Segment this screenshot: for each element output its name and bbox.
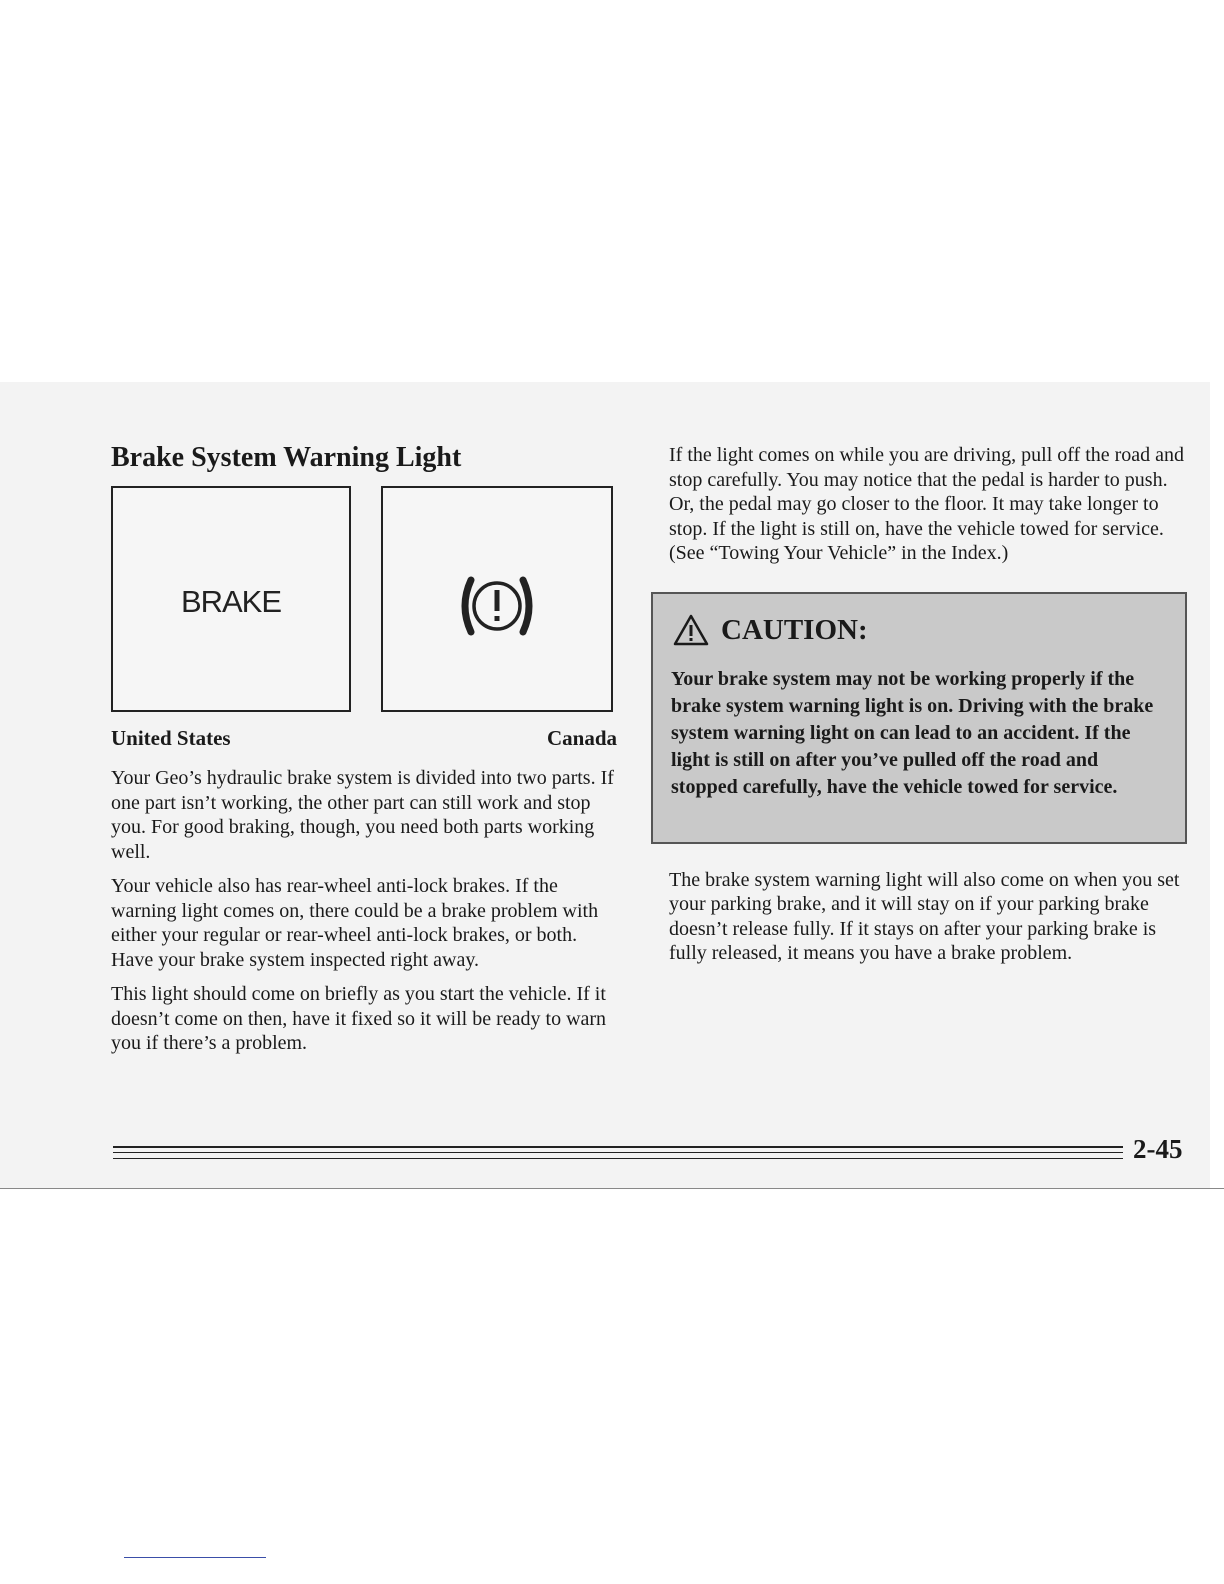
caution-box: [651, 592, 1187, 844]
caution-heading: [673, 614, 868, 647]
canada-caption: Canada: [546, 726, 617, 750]
canada-indicator-box: [381, 486, 613, 712]
footer-rule-top: [113, 1146, 1123, 1148]
page-edge-rule: [0, 1188, 1224, 1189]
us-caption: United States: [111, 726, 231, 750]
left-column: [111, 440, 621, 1066]
footer-rule-middle: [113, 1152, 1123, 1153]
indicator-figures: [111, 486, 621, 716]
warning-triangle-icon: [673, 614, 709, 646]
right-column: [669, 443, 1189, 976]
brake-exclamation-circle-icon: [447, 566, 547, 646]
page-number: 2-45: [1133, 1134, 1183, 1164]
paragraph-hydraulic-system: Your Geo’s hydraulic brake system is divided into two parts. If one part isn’t working, the other part can still work and stop you. For good braking, though, you need both parts working well.: [111, 767, 614, 863]
us-indicator-box: [111, 486, 351, 712]
bottom-mark-line: [124, 1557, 266, 1558]
caution-title: CAUTION:: [721, 613, 868, 646]
paragraph-light-check: This light should come on briefly as you start the vehicle. If it doesn’t come on then, have it fixed so it will be ready to warn you if there’s a problem.: [111, 983, 607, 1054]
paragraph-anti-lock-brakes: Your vehicle also has rear-wheel anti-lock brakes. If the warning light comes on, there could be a brake problem with either your regular or rear-wheel anti-lock brakes, or both. Have your brake system inspected right away.: [111, 875, 599, 971]
indicator-captions: [111, 726, 621, 766]
caution-text: Your brake system may not be working properly if the brake system warning light is on. Driving with the brake system warning light on can lead to an accident. If the light is still on after you’ve pulled off the road and stopped carefully, have the vehicle towed for service.: [671, 667, 1154, 798]
footer-rule-bottom: [113, 1158, 1123, 1159]
paragraph-light-while-driving: If the light comes on while you are driving, pull off the road and stop carefully. You may notice that the pedal is harder to push. Or, the pedal may go closer to the floor. It may take longer to stop. If the light is still on, have the vehicle towed for service. (See “Towing Your Vehicle” in the Index.): [669, 444, 1185, 564]
section-title: Brake System Warning Light: [111, 442, 462, 473]
brake-indicator-text: BRAKE: [180, 584, 282, 619]
paragraph-parking-brake: The brake system warning light will also come on when you set your parking brake, and it will stay on if your parking brake doesn’t release fully. If it stays on after your parking brake is fully released, it means you have a brake problem.: [669, 868, 1180, 964]
